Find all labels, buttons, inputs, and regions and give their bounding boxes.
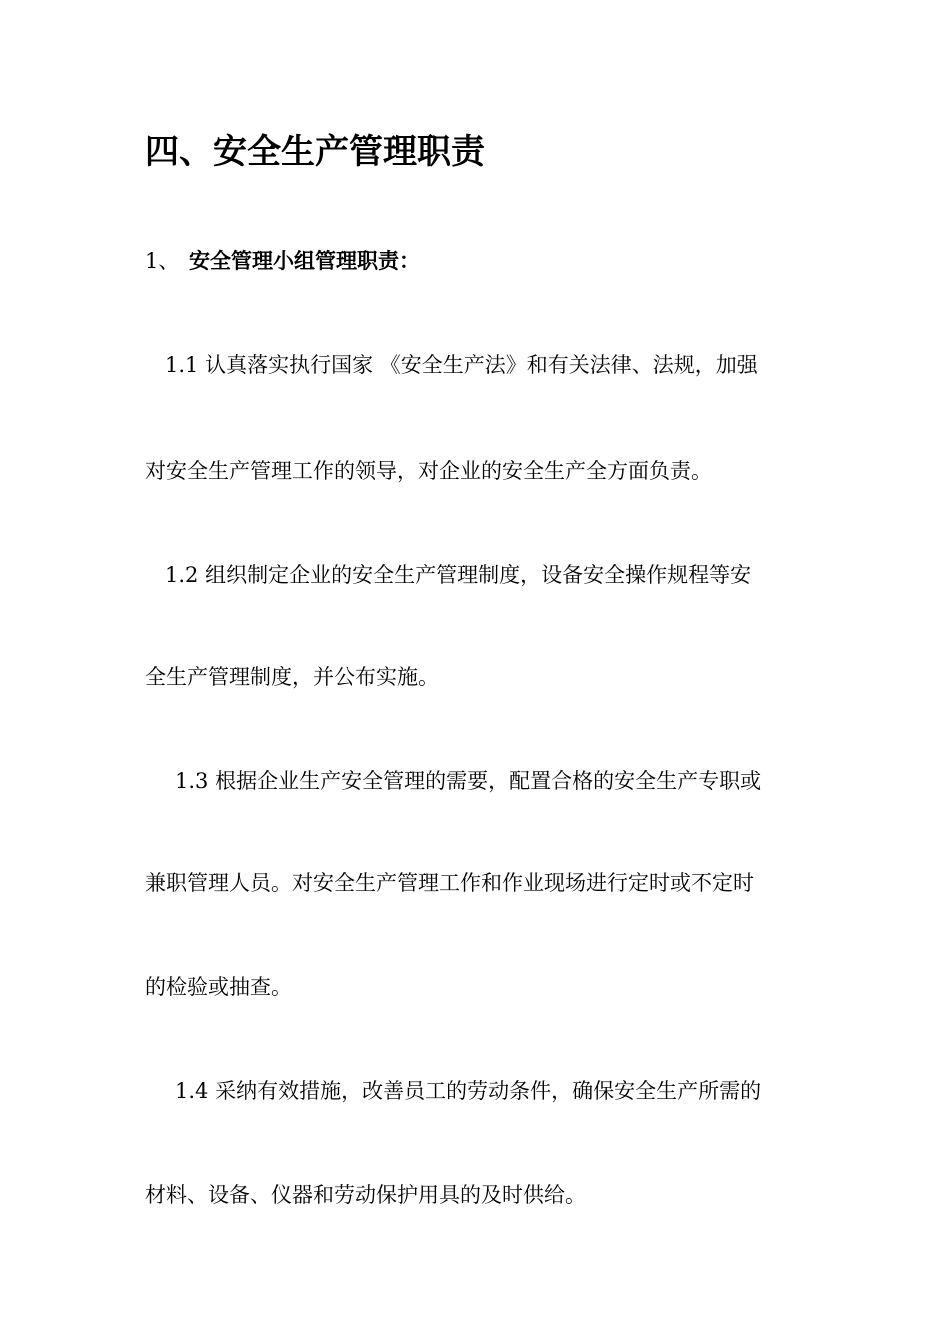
paragraph-1-1-line-1: 1.1 认真落实执行国家 《安全生产法》和有关法律、法规，加强 [165,353,758,377]
page-title: 四、安全生产管理职责 [145,132,485,172]
paragraph-1-3-line-3: 的检验或抽查。 [145,975,292,999]
paragraph-1-1-line-2: 对安全生产管理工作的领导，对企业的安全生产全方面负责。 [145,459,712,483]
section-number: 1、 [145,249,180,273]
paragraph-1-3-line-1: 1.3 根据企业生产安全管理的需要，配置合格的安全生产专职或 [175,769,762,793]
paragraph-1-4-line-1: 1.4 采纳有效措施，改善员工的劳动条件，确保安全生产所需的 [175,1079,762,1103]
section-heading [145,248,420,274]
paragraph-1-2-line-1: 1.2 组织制定企业的安全生产管理制度，设备安全操作规程等安 [165,563,752,587]
section-heading-text: 安全管理小组管理职责： [189,248,420,273]
paragraph-1-3-line-2: 兼职管理人员。对安全生产管理工作和作业现场进行定时或不定时 [145,871,754,895]
paragraph-1-2-line-2: 全生产管理制度，并公布实施。 [145,665,439,689]
paragraph-1-4-line-2: 材料、设备、仪器和劳动保护用具的及时供给。 [145,1183,586,1207]
